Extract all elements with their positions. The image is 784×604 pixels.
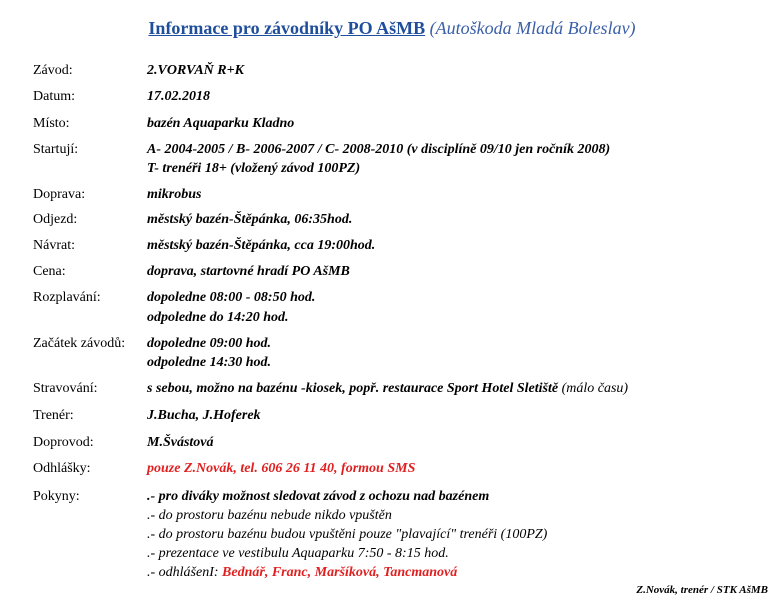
- label-zacatek: Začátek závodů:: [33, 336, 126, 351]
- label-pokyny: Pokyny:: [33, 489, 80, 504]
- label-rozplavani: Rozplavání:: [33, 290, 101, 305]
- value-stravovani: [147, 381, 628, 397]
- value-rozplavani-line2: odpoledne do 14:20 hod.: [147, 310, 289, 325]
- label-misto: Místo:: [33, 116, 70, 131]
- value-startuji-line2: T- trenéři 18+ (vložený závod 100PZ): [147, 161, 361, 176]
- label-odjezd: Odjezd:: [33, 212, 78, 227]
- value-pokyny-line4: .- prezentace ve vestibulu Aquaparku 7:50 - 8:15 hod.: [147, 546, 449, 561]
- value-startuji-line1: A- 2004-2005 / B- 2006-2007 / C- 2008-2010 (v disciplíně 09/10 jen ročník 2008): [147, 142, 611, 157]
- label-stravovani: Stravování:: [33, 381, 98, 396]
- title-main: Informace pro závodníky PO AšMB: [148, 18, 426, 38]
- label-navrat: Návrat:: [33, 238, 75, 253]
- value-stravovani-main: s sebou, možno na bazénu -kiosek, popř. restaurace Sport Hotel Sletiště: [147, 381, 559, 396]
- value-zavod: 2.VORVAŇ R+K: [147, 63, 244, 78]
- label-doprovod: Doprovod:: [33, 435, 94, 450]
- value-trener: J.Bucha, J.Hoferek: [147, 408, 261, 423]
- value-odjezd: městský bazén-Štěpánka, 06:35hod.: [147, 212, 353, 227]
- label-datum: Datum:: [33, 89, 75, 104]
- page-title: [0, 18, 784, 39]
- signature: Z.Novák, trenér / STK AšMB: [636, 584, 768, 596]
- value-pokyny-line5-names: Bednář, Franc, Maršíková, Tancmanová: [222, 565, 458, 580]
- value-doprovod: M.Švástová: [147, 435, 214, 450]
- value-pokyny-line3: .- do prostoru bazénu budou vpuštěni pouze "plavající" trenéři (100PZ): [147, 527, 548, 542]
- value-pokyny-line1: .- pro diváky možnost sledovat závod z ochozu nad bazénem: [147, 489, 490, 504]
- label-doprava: Doprava:: [33, 187, 86, 202]
- value-datum: 17.02.2018: [147, 89, 210, 104]
- value-zacatek-line1: dopoledne 09:00 hod.: [147, 336, 272, 351]
- value-stravovani-note: (málo času): [561, 381, 629, 396]
- label-zavod: Závod:: [33, 63, 73, 78]
- label-startuji: Startují:: [33, 142, 79, 157]
- value-rozplavani-line1: dopoledne 08:00 - 08:50 hod.: [147, 290, 316, 305]
- title-subtitle: (Autoškoda Mladá Boleslav): [429, 18, 636, 38]
- value-zacatek-line2: odpoledne 14:30 hod.: [147, 355, 272, 370]
- label-trener: Trenér:: [33, 408, 74, 423]
- value-navrat: městský bazén-Štěpánka, cca 19:00hod.: [147, 238, 376, 253]
- value-pokyny-line5-prefix: .- odhlášenI:: [147, 565, 219, 580]
- label-odhlasky: Odhlášky:: [33, 461, 91, 476]
- value-misto: bazén Aquaparku Kladno: [147, 116, 295, 131]
- value-pokyny-line5: [147, 565, 457, 581]
- value-pokyny-line2: .- do prostoru bazénu nebude nikdo vpuštěn: [147, 508, 392, 523]
- value-odhlasky: pouze Z.Novák, tel. 606 26 11 40, formou SMS: [147, 461, 416, 476]
- value-cena: doprava, startovné hradí PO AšMB: [147, 264, 350, 279]
- label-cena: Cena:: [33, 264, 66, 279]
- value-doprava: mikrobus: [147, 187, 202, 202]
